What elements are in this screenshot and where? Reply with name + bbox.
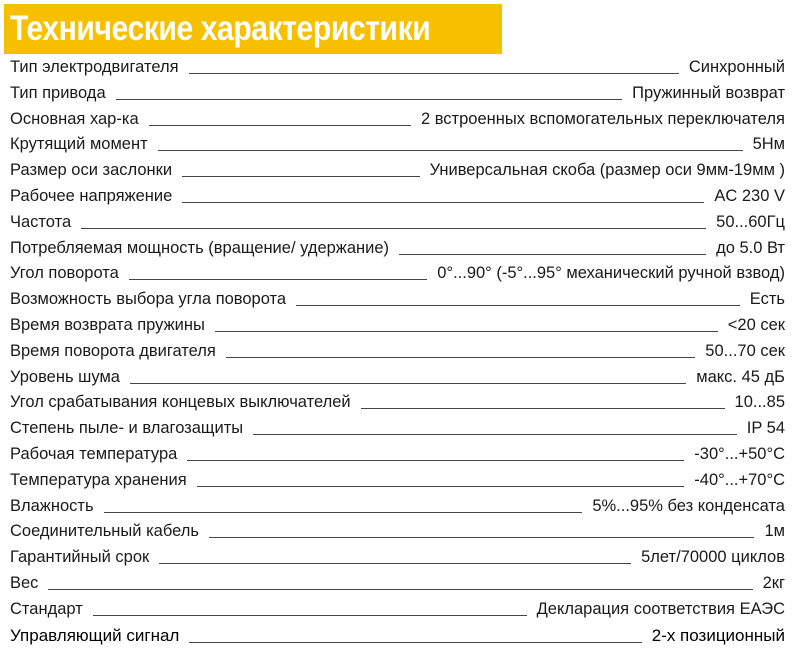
spec-row	[10, 445, 785, 471]
spec-value: 50...70 сек	[705, 341, 785, 360]
leader-line	[81, 228, 706, 229]
spec-label: Крутящий момент	[10, 135, 148, 154]
spec-label: Потребляемая мощность (вращение/ удержание)	[10, 238, 390, 257]
leader-line	[93, 615, 527, 616]
leader-line	[182, 202, 704, 203]
spec-value: AC 230 V	[714, 186, 785, 205]
spec-value: IP 54	[746, 419, 785, 438]
spec-label: Угол поворота	[10, 264, 119, 283]
spec-label: Влажность	[10, 496, 94, 515]
leader-line	[189, 73, 679, 74]
spec-row	[10, 213, 785, 239]
leader-line	[215, 331, 718, 332]
page-title: Технические характеристики	[10, 9, 431, 48]
leader-line	[189, 642, 641, 643]
spec-row	[10, 393, 785, 419]
title-banner	[4, 4, 502, 54]
spec-row	[10, 161, 785, 187]
spec-label: Частота	[10, 212, 72, 231]
spec-value: Есть	[749, 290, 785, 309]
spec-value: Синхронный	[688, 58, 785, 76]
leader-line	[253, 434, 737, 435]
spec-row	[10, 58, 785, 84]
leader-line	[399, 254, 706, 255]
spec-row	[10, 368, 785, 394]
spec-value: 50...60Гц	[716, 212, 785, 231]
spec-label: Время поворота двигателя	[10, 341, 216, 360]
spec-row	[10, 239, 785, 265]
spec-row	[10, 84, 785, 110]
spec-value: до 5.0 Вт	[716, 238, 785, 257]
spec-value: макс. 45 дБ	[696, 367, 785, 386]
spec-label: Степень пыле- и влагозащиты	[10, 419, 244, 438]
leader-line	[182, 176, 420, 177]
spec-row	[10, 264, 785, 290]
spec-value: -40°...+70°C	[694, 470, 785, 489]
spec-value: 10...85	[734, 393, 785, 412]
spec-value: Универсальная скоба (размер оси 9мм-19мм )	[429, 161, 785, 180]
spec-row	[10, 316, 785, 342]
leader-line	[48, 589, 752, 590]
spec-label: Тип привода	[10, 83, 106, 102]
spec-label: Основная хар-ка	[10, 109, 139, 128]
spec-row	[10, 522, 785, 548]
spec-label: Рабочая температура	[10, 444, 178, 463]
leader-line	[209, 537, 755, 538]
spec-row	[10, 135, 785, 161]
spec-row	[10, 290, 785, 316]
spec-row	[10, 110, 785, 136]
leader-line	[129, 279, 427, 280]
spec-row	[10, 419, 785, 445]
spec-value: 1м	[764, 522, 785, 541]
spec-value: 2кг	[762, 573, 785, 592]
spec-label: Вес	[10, 573, 39, 592]
leader-line	[361, 408, 725, 409]
spec-value: 5Нм	[752, 135, 785, 154]
leader-line	[116, 99, 623, 100]
spec-row	[10, 497, 785, 523]
leader-line	[296, 305, 740, 306]
spec-value: Пружинный возврат	[632, 83, 785, 102]
spec-label: Температура хранения	[10, 470, 187, 489]
spec-label: Управляющий сигнал	[10, 625, 180, 645]
spec-value: 5лет/70000 циклов	[641, 548, 785, 567]
spec-label: Тип электродвигателя	[10, 58, 179, 76]
spec-value: 2-х позиционный	[651, 625, 785, 645]
spec-label: Стандарт	[10, 599, 83, 618]
leader-line	[187, 460, 684, 461]
spec-label: Возможность выбора угла поворота	[10, 290, 287, 309]
spec-value: Декларация соответствия ЕАЭС	[536, 599, 785, 618]
spec-label: Рабочее напряжение	[10, 186, 173, 205]
spec-row	[10, 548, 785, 574]
leader-line	[197, 486, 685, 487]
leader-line	[226, 357, 695, 358]
leader-line	[104, 512, 583, 513]
spec-label: Угол срабатывания концевых выключателей	[10, 393, 351, 412]
spec-label: Время возврата пружины	[10, 315, 205, 334]
spec-row	[10, 600, 785, 626]
spec-label: Уровень шума	[10, 367, 120, 386]
spec-row	[10, 626, 785, 651]
spec-value: 2 встроенных вспомогательных переключателя	[420, 109, 785, 128]
spec-value: <20 сек	[727, 315, 785, 334]
spec-label: Соединительный кабель	[10, 522, 199, 541]
spec-list	[10, 58, 785, 651]
spec-value: 0°...90° (-5°...95° механический ручной взвод)	[437, 264, 785, 283]
leader-line	[159, 563, 631, 564]
leader-line	[149, 125, 411, 126]
spec-label: Размер оси заслонки	[10, 161, 173, 180]
leader-line	[158, 150, 743, 151]
spec-label: Гарантийный срок	[10, 548, 150, 567]
leader-line	[130, 383, 686, 384]
spec-row	[10, 574, 785, 600]
spec-row	[10, 342, 785, 368]
spec-value: -30°...+50°C	[694, 444, 785, 463]
spec-value: 5%...95% без конденсата	[592, 496, 785, 515]
spec-row	[10, 471, 785, 497]
spec-row	[10, 187, 785, 213]
